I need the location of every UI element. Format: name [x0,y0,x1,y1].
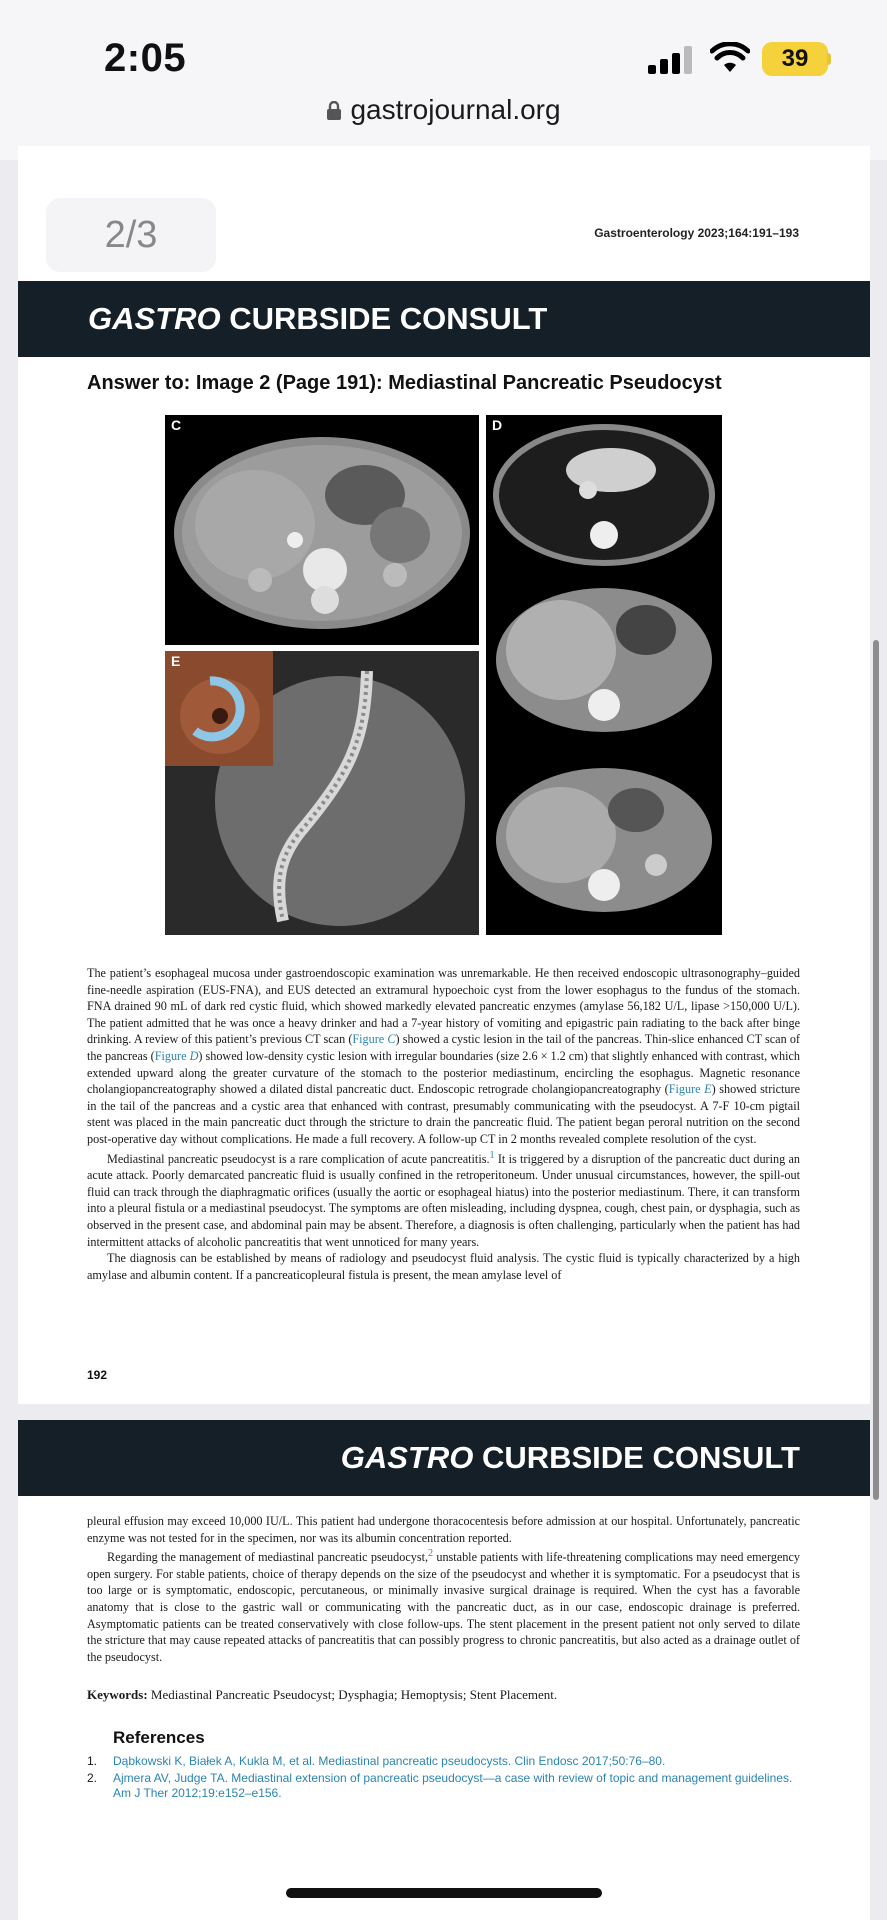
cellular-signal-icon [648,44,694,74]
battery-tip [827,53,831,65]
body-paragraph [87,1250,800,1283]
figure-link[interactable]: D [189,1048,199,1063]
section-banner-2 [18,1420,870,1496]
text-run: It is triggered by a disruption of the pancreatic duct during an acute attack. Poorly demarcated pancreatic fluid is usually confined in the retroperitoneum. Under unusual circumstances, however, the spill-out fluid can track through the diaphragmatic orifices (usually the aortic or esophageal hiatus) into the posterior mediastinum. There, it can transform into a pleural fistula or a mediastinal pseudocyst. The symptoms are often misleading, including dyspnea, cough, chest pain, or dysphagia, such as observed in the present case, and abdominal pain may be absent. Therefore, a diagnosis is often challenging, particularly when the patient has had intermittent attacks of alcoholic pancreatitis that went unnoticed for many years. [87,1151,800,1249]
battery-icon: 39 [762,42,828,76]
banner-italic: GASTRO [88,301,221,336]
reference-text: Dąbkowski K, Białek A, Kukla M, et al. Mediastinal pancreatic pseudocysts. Clin Endosc 2017;50:76–80. [113,1754,666,1768]
journal-reference: Gastroenterology 2023;164:191–193 [594,226,799,240]
status-time: 2:05 [104,36,187,80]
reference-number: 2. [87,1771,98,1785]
wifi-icon [710,42,750,74]
keywords-list: Mediastinal Pancreatic Pseudocyst; Dysphagia; Hemoptysis; Stent Placement. [147,1687,558,1702]
article-body-page2 [87,1513,800,1665]
body-paragraph [87,1148,800,1251]
text-run: Mediastinal pancreatic pseudocyst is a rare complication of acute pancreatitis. [107,1151,490,1166]
text-run: Regarding the management of mediastinal pancreatic pseudocyst, [107,1550,429,1565]
text-run: ) showed a cystic lesion in the tail of the pancreas. Thin-slice enhanced CT scan of the pancreas ( [87,1032,800,1063]
figure-label-c: C [171,417,182,433]
reference-item[interactable] [87,1771,800,1801]
ct-scan-d [486,415,722,935]
home-indicator[interactable] [286,1888,602,1898]
page-indicator: 2/3 [46,198,216,272]
body-paragraph [87,1546,800,1665]
text-run: unstable patients with life-threatening complications may need emergency open surgery. For stable patients, choice of therapy depends on the size of the pseudocyst and whether it is symptomatic. For a pseudocyst that is too large or is symptomatic, endoscopic, percutaneous, or minimally invasive surgical drainage is required. When the cyst has a favorable anatomy that is close to the gastric wall or communicating with the pancreatic duct, as in our case, endoscopic drainage is preferred. Asymptomatic patients can be treated conservatively with close follow-ups. The stent placement in the present patient not only served to dilate the stricture that may cause repeated attacks of pancreatitis that can possibly progress to chronic pancreatitis, but also acted as a drainage outlet of the pseudocyst. [87,1550,801,1664]
article-title: Answer to: Image 2 (Page 191): Mediastinal Pancreatic Pseudocyst [87,372,722,394]
body-paragraph [87,1513,800,1546]
text-run: The patient’s esophageal mucosa under gastroendoscopic examination was unremarkable. He then received endoscopic ultrasonography–guided fine-needle aspiration (EUS-FNA), and EUS detected an extramural hypoechoic cyst from the lower esophagus to the fundus of the stomach. FNA drained 90 mL of dark red cystic fluid, which showed markedly elevated pancreatic enzymes (amylase 56,182 U/L, lipase >150,000 U/L). The patient admitted that he was once a heavy drinker and had a 7-year history of vomiting and epigastric pain radiating to the back after binge drinking. A review of this patient’s previous CT scan ( [87,966,800,1047]
banner-text: CURBSIDE CONSULT [220,301,548,336]
ercp-fluoroscopy [165,651,479,935]
figure-link[interactable]: 2 [428,1548,434,1560]
banner-text-2: CURBSIDE CONSULT [473,1440,800,1475]
figure-label-d: D [492,417,503,433]
reference-item[interactable] [87,1754,800,1769]
keywords [87,1687,557,1703]
figure-link[interactable]: Figure [352,1032,388,1047]
figure-link[interactable]: Figure [154,1048,190,1063]
text-run: ) showed low-density cystic lesion with irregular boundaries (size 2.6 × 1.2 cm) that slightly enhanced with contrast, which extended upward along the greater curvature of the stomach to the posterior mediastinum, encircling the esophagus. Magnetic resonance cholangiopancreatography showed a dilated distal pancreatic duct. Endoscopic retrograde cholangiopancreatography ( [87,1048,800,1097]
keywords-label: Keywords: [87,1687,148,1702]
ct-scan-c [165,415,479,645]
reference-number: 1. [87,1754,98,1768]
lock-icon [326,101,342,121]
text-run: pleural effusion may exceed 10,000 IU/L. This patient had undergone thoracocentesis before admission at our hospital. Unfortunately, pancreatic enzyme was not tested for in the specimen, nor was its albumin concentration reported. [87,1514,800,1545]
banner-italic-2: GASTRO [340,1440,474,1475]
text-run: The diagnosis can be established by means of radiology and pseudocyst fluid analysis. The cystic fluid is typically characterized by a high amylase and albumin content. If a pancreaticopleural fistula is present, the mean amylase level of [87,1251,800,1282]
page-number: 192 [87,1368,108,1382]
ct-image-c [165,415,479,645]
scrollbar[interactable] [873,640,879,1500]
figure-link[interactable]: 1 [489,1149,495,1161]
ercp-image-e [165,651,479,935]
body-paragraph [87,965,800,1148]
article-body-page1 [87,965,800,1283]
status-bar [0,0,887,160]
text-run: ) showed stricture in the tail of the pancreas and a cystic area that enhanced with contrast, presumably communicating with the pseudocyst. A 7-F 10-cm pigtail stent was placed in the main pancreatic duct through the stricture to drain the pancreatic fluid. The patient began peroral nutrition on the second post-operative day without complications. He made a full recovery. A follow-up CT in 2 months revealed complete resolution of the cyst. [87,1082,800,1146]
ct-image-d [486,415,722,935]
figure-link[interactable]: C [387,1032,396,1047]
address-bar[interactable] [0,94,887,126]
url-text: gastrojournal.org [350,94,561,125]
figure-label-e: E [171,653,181,669]
section-banner [18,281,870,357]
reference-text: Ajmera AV, Judge TA. Mediastinal extension of pancreatic pseudocyst—a case with review of topic and management guidelines. Am J Ther 2012;19:e152–e156. [113,1771,793,1800]
figure-link[interactable]: Figure [668,1082,705,1097]
figure-link[interactable]: E [704,1082,712,1097]
references-heading: References [113,1728,205,1747]
